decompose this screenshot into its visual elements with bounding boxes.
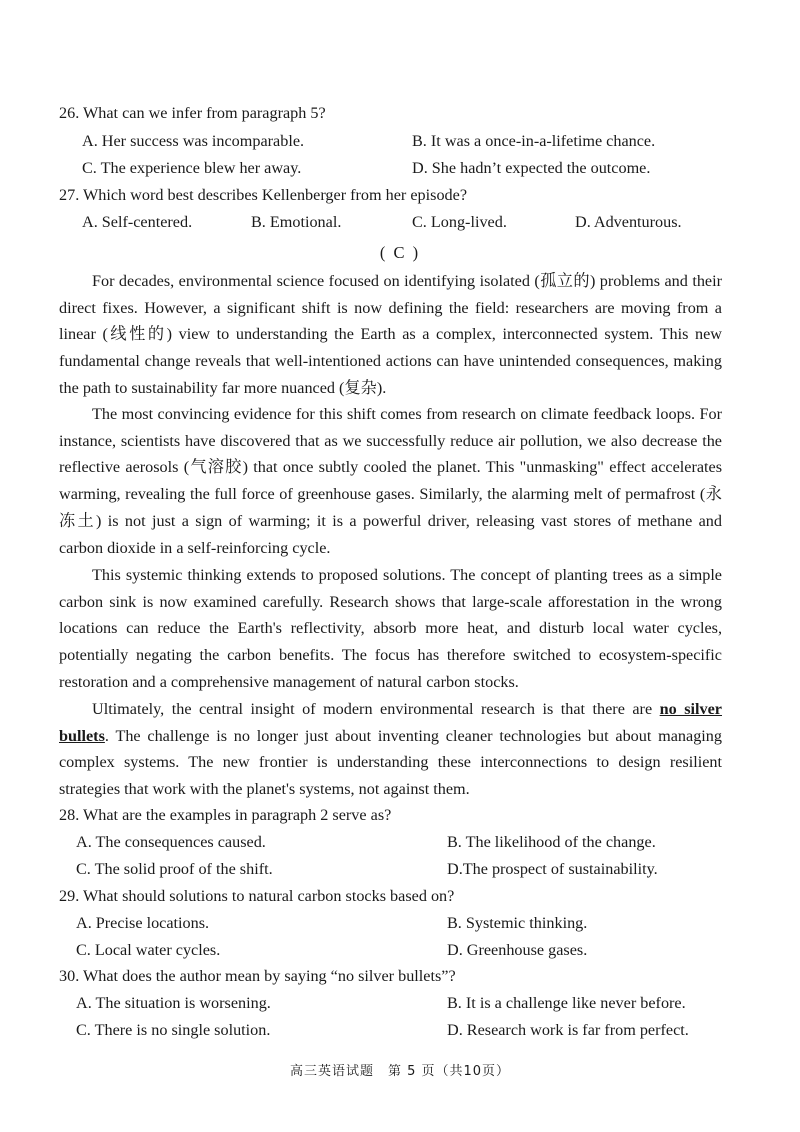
q27-option-a: A. Self-centered. xyxy=(82,213,193,231)
question-30: 30. What does the author mean by saying “no silver bullets”? xyxy=(59,967,456,985)
section-title: ( C ) xyxy=(379,243,421,262)
q27-option-c: C. Long-lived. xyxy=(412,213,507,231)
q30-option-b: B. It is a challenge like never before. xyxy=(447,994,686,1012)
q29-option-c: C. Local water cycles. xyxy=(76,941,221,959)
question-28: 28. What are the examples in paragraph 2 serve as? xyxy=(59,806,392,824)
q26-option-d: D. She hadn’t expected the outcome. xyxy=(412,159,651,177)
q26-option-a: A. Her success was incomparable. xyxy=(82,132,305,150)
paragraph-4-text-end: . The challenge is no longer just about inventing cleaner technologies but about managing complex systems. The new frontier is understanding these interconnections to design resilient strategies that work with the planet's systems, not against them. xyxy=(59,726,722,799)
q29-option-a: A. Precise locations. xyxy=(76,914,210,932)
q27-option-d: D. Adventurous. xyxy=(575,213,682,231)
passage-paragraph-2: The most convincing evidence for this shift comes from research on climate feedback loops. For instance, scientists have discovered that as we successfully reduce air pollution, we also decrease the reflective aerosols (气溶胶) that once subtly cooled the planet. This "unmasking" effect accelerates warming, revealing the full force of greenhouse gases. Similarly, the alarming melt of permafrost (永冻土) is not just a sign of warming; it is a powerful driver, releasing vast stores of methane and carbon dioxide in a self-reinforcing cycle. xyxy=(59,405,722,557)
question-26: 26. What can we infer from paragraph 5? xyxy=(59,104,326,122)
q28-option-d: D.The prospect of sustainability. xyxy=(447,860,658,878)
q28-option-b: B. The likelihood of the change. xyxy=(447,833,656,851)
q30-option-d: D. Research work is far from perfect. xyxy=(447,1021,689,1039)
paragraph-4-text-start: Ultimately, the central insight of modern environmental research is that there are xyxy=(92,700,660,718)
q28-option-a: A. The consequences caused. xyxy=(76,833,266,851)
highlighted-phrase: no silver bullets xyxy=(59,700,722,745)
question-27: 27. Which word best describes Kellenberger from her episode? xyxy=(59,186,467,204)
q28-option-c: C. The solid proof of the shift. xyxy=(76,860,273,878)
q29-option-b: B. Systemic thinking. xyxy=(447,914,588,932)
passage-paragraph-4 xyxy=(59,696,722,803)
q29-option-d: D. Greenhouse gases. xyxy=(447,941,588,959)
page-footer: 高三英语试题 第 5 页（共10页） xyxy=(289,1064,511,1079)
q26-option-b: B. It was a once-in-a-lifetime chance. xyxy=(412,132,656,150)
q26-option-c: C. The experience blew her away. xyxy=(82,159,302,177)
question-29: 29. What should solutions to natural carbon stocks based on? xyxy=(59,887,455,905)
q30-option-a: A. The situation is worsening. xyxy=(76,994,271,1012)
q27-option-b: B. Emotional. xyxy=(251,213,342,231)
q30-option-c: C. There is no single solution. xyxy=(76,1021,271,1039)
passage-paragraph-3: This systemic thinking extends to proposed solutions. The concept of planting trees as a simple carbon sink is now examined carefully. Research shows that large-scale afforestation in the wrong locations can reduce the Earth's reflectivity, absorb more heat, and disturb local water cycles, potentially negating the carbon benefits. The focus has therefore switched to ecosystem-specific restoration and a comprehensive management of natural carbon stocks. xyxy=(59,566,722,691)
passage-paragraph-1: For decades, environmental science focused on identifying isolated (孤立的) problems and their direct fixes. However, a significant shift is now defining the field: researchers are moving from a linear (线性的) view to understanding the Earth as a complex, interconnected system. This new fundamental change reveals that well-intentioned actions can have unintended consequences, making the path to sustainability far more nuanced (复杂). xyxy=(59,272,722,397)
